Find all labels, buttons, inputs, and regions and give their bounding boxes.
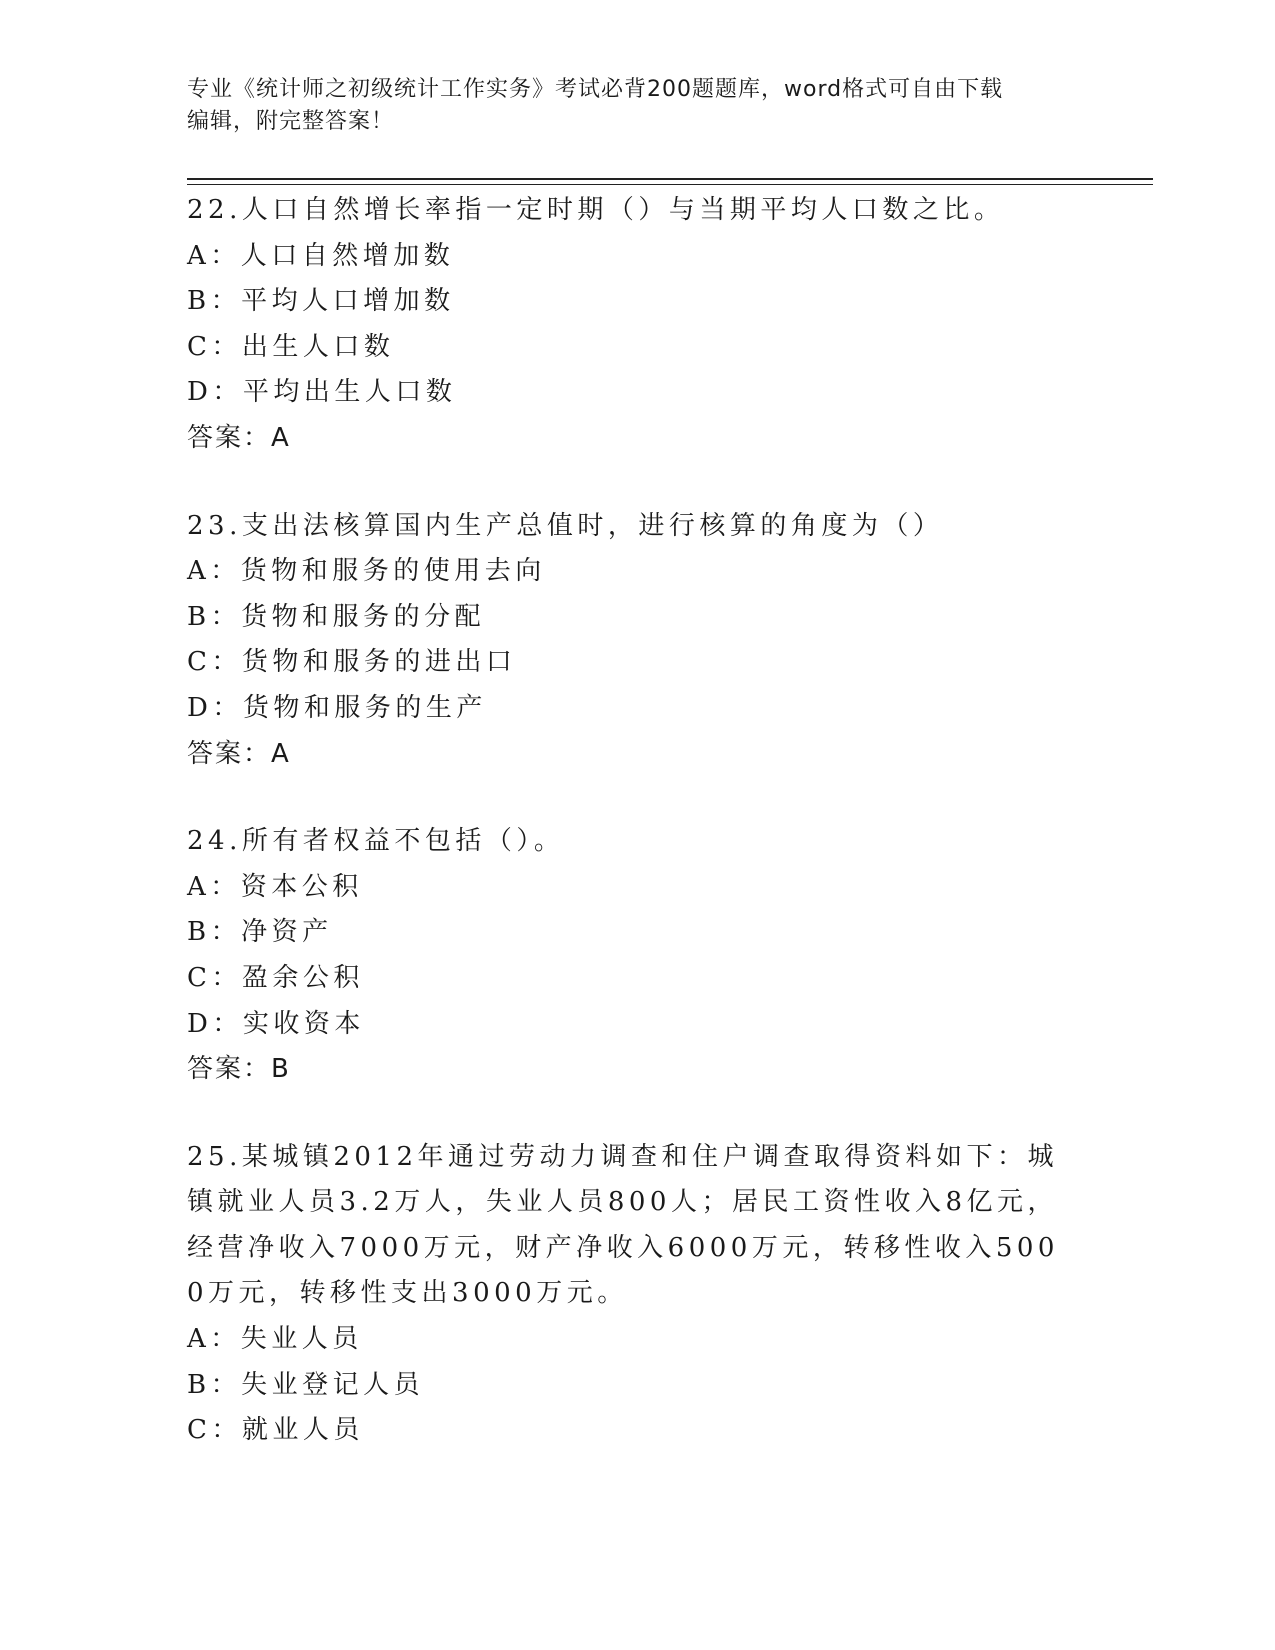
answer-label: 答案：	[187, 422, 272, 453]
answer-value: A	[271, 738, 291, 769]
question-text: 25.某城镇2012年通过劳动力调查和住户调查取得资料如下：城镇就业人员3.2万人，失业人员800人；居民工资性收入8亿元，经营净收入7000万元，财产净收入6000万元，转移性收入5000万元，转移性支出3000万元。	[187, 1141, 1059, 1309]
option-c: C：就业人员	[187, 1415, 364, 1446]
question-list	[187, 188, 1087, 1496]
header-title-line-2: 编辑，附完整答案！	[187, 109, 395, 134]
header-title-line-1: 专业《统计师之初级统计工作实务》考试必背200题题库，word格式可自由下载	[187, 77, 1004, 102]
question-22	[187, 188, 1087, 462]
option-c: C：盈余公积	[187, 962, 364, 993]
answer-label: 答案：	[187, 1054, 272, 1085]
option-b: B：货物和服务的分配	[187, 601, 486, 632]
answer-line	[187, 1047, 1087, 1093]
answer-line	[187, 732, 1087, 778]
option-a: A：失业人员	[187, 1324, 363, 1355]
option-b: B：平均人口增加数	[187, 286, 455, 317]
option-d: D：货物和服务的生产	[187, 692, 487, 723]
question-25	[187, 1135, 1087, 1454]
option-d: D：实收资本	[187, 1008, 365, 1039]
question-text: 24.所有者权益不包括（）。	[187, 826, 565, 857]
option-a: A：人口自然增加数	[187, 240, 455, 271]
answer-line	[187, 416, 1087, 462]
answer-value: A	[271, 422, 291, 453]
option-c: C：货物和服务的进出口	[187, 647, 517, 678]
answer-label: 答案：	[187, 738, 272, 769]
header-divider-thin	[187, 184, 1153, 185]
document-header	[187, 74, 1077, 138]
answer-value: B	[271, 1054, 291, 1085]
question-text: 22.人口自然增长率指一定时期（）与当期平均人口数之比。	[187, 195, 1005, 225]
option-b: B：净资产	[187, 917, 333, 948]
option-d: D：平均出生人口数	[187, 377, 457, 408]
question-text: 23.支出法核算国内生产总值时，进行核算的角度为（）	[187, 510, 944, 541]
header-divider-thick	[187, 178, 1153, 180]
option-c: C：出生人口数	[187, 331, 395, 362]
option-b: B：失业登记人员	[187, 1369, 425, 1400]
option-a: A：货物和服务的使用去向	[187, 556, 546, 587]
option-a: A：资本公积	[187, 871, 363, 902]
question-23	[187, 504, 1087, 778]
question-24	[187, 819, 1087, 1093]
